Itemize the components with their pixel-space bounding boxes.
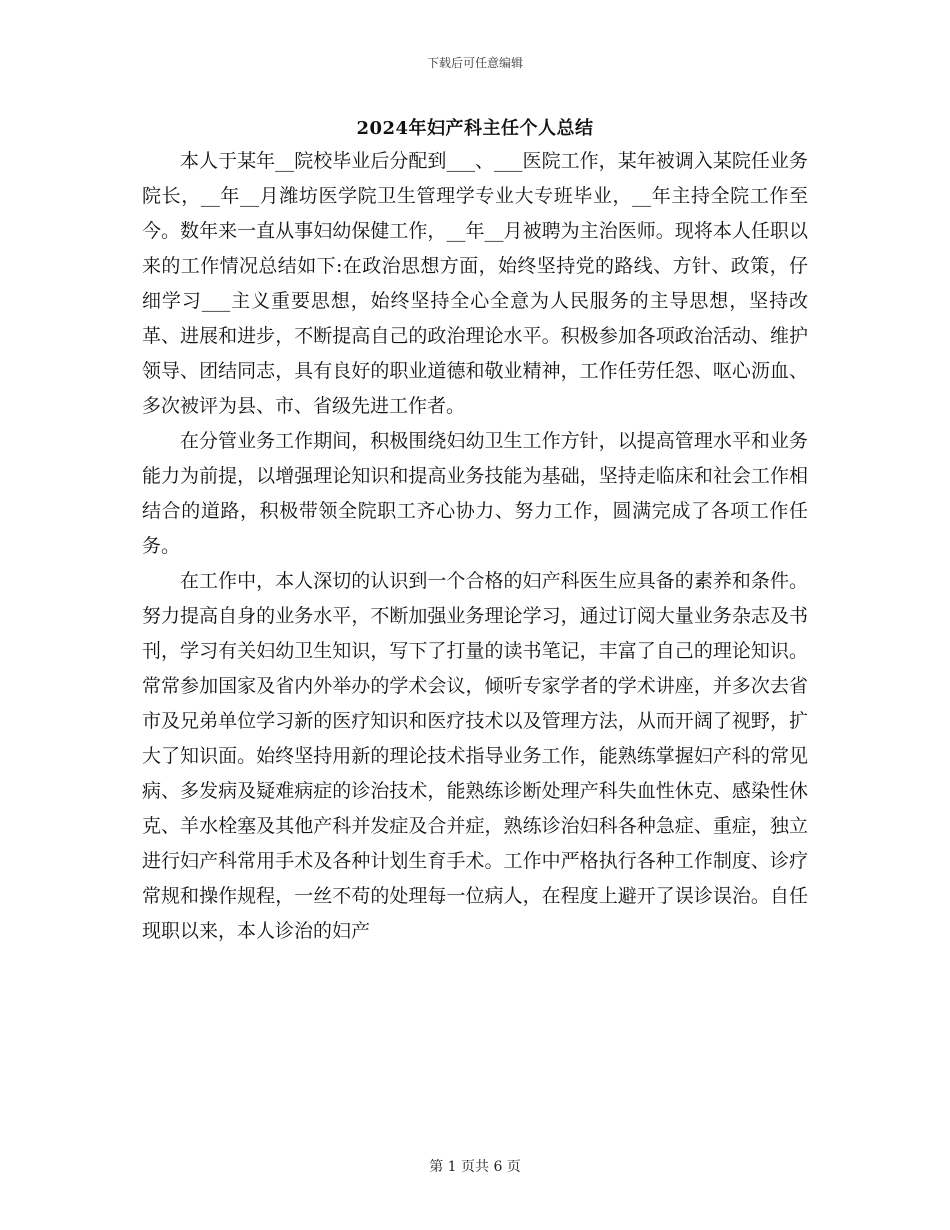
document-body xyxy=(142,144,808,949)
paragraph-1: 本人于某年__院校毕业后分配到___、___医院工作，某年被调入某院任业务院长，__年__月潍坊医学院卫生管理学专业大专班毕业，__年主持全院工作至今。数年来一直从事妇幼保健工作，__年__月被聘为主治医师。现将本人任职以来的工作情况总结如下:在政治思想方面，始终坚持党的路线、方针、政策，仔细学习___主义重要思想，始终坚持全心全意为人民服务的主导思想，坚持改革、进展和进步，不断提高自己的政治理论水平。积极参加各项政治活动、维护领导、团结同志，具有良好的职业道德和敬业精神，工作任劳任怨、呕心沥血、多次被评为县、市、省级先进工作者。 xyxy=(142,150,808,417)
document-title: 2024年妇产科主任个人总结 xyxy=(356,118,594,139)
page-header: 下载后可任意编辑 xyxy=(426,56,523,70)
page-number: 第 1 页共 6 页 xyxy=(429,1159,521,1175)
paragraph-3: 在工作中，本人深切的认识到一个合格的妇产科医生应具备的素养和条件。努力提高自身的业务水平，不断加强业务理论学习，通过订阅大量业务杂志及书刊，学习有关妇幼卫生知识，写下了打量的读书笔记，丰富了自己的理论知识。常常参加国家及省内外举办的学术会议，倾听专家学者的学术讲座，并多次去省市及兄弟单位学习新的医疗知识和医疗技术以及管理方法，从而开阔了视野，扩大了知识面。始终坚持用新的理论技术指导业务工作，能熟练掌握妇产科的常见病、多发病及疑难病症的诊治技术，能熟练诊断处理产科失血性休克、感染性休克、羊水栓塞及其他产科并发症及合并症，熟练诊治妇科各种急症、重症，独立进行妇产科常用手术及各种计划生育手术。工作中严格执行各种工作制度、诊疗常规和操作规程，一丝不苟的处理每一位病人，在程度上避开了误诊误治。自任现职以来，本人诊治的妇产 xyxy=(142,570,808,942)
paragraph-2: 在分管业务工作期间，积极围绕妇幼卫生工作方针，以提高管理水平和业务能力为前提，以增强理论知识和提高业务技能为基础，坚持走临床和社会工作相结合的道路，积极带领全院职工齐心协力、努力工作，圆满完成了各项工作任务。 xyxy=(142,430,808,557)
